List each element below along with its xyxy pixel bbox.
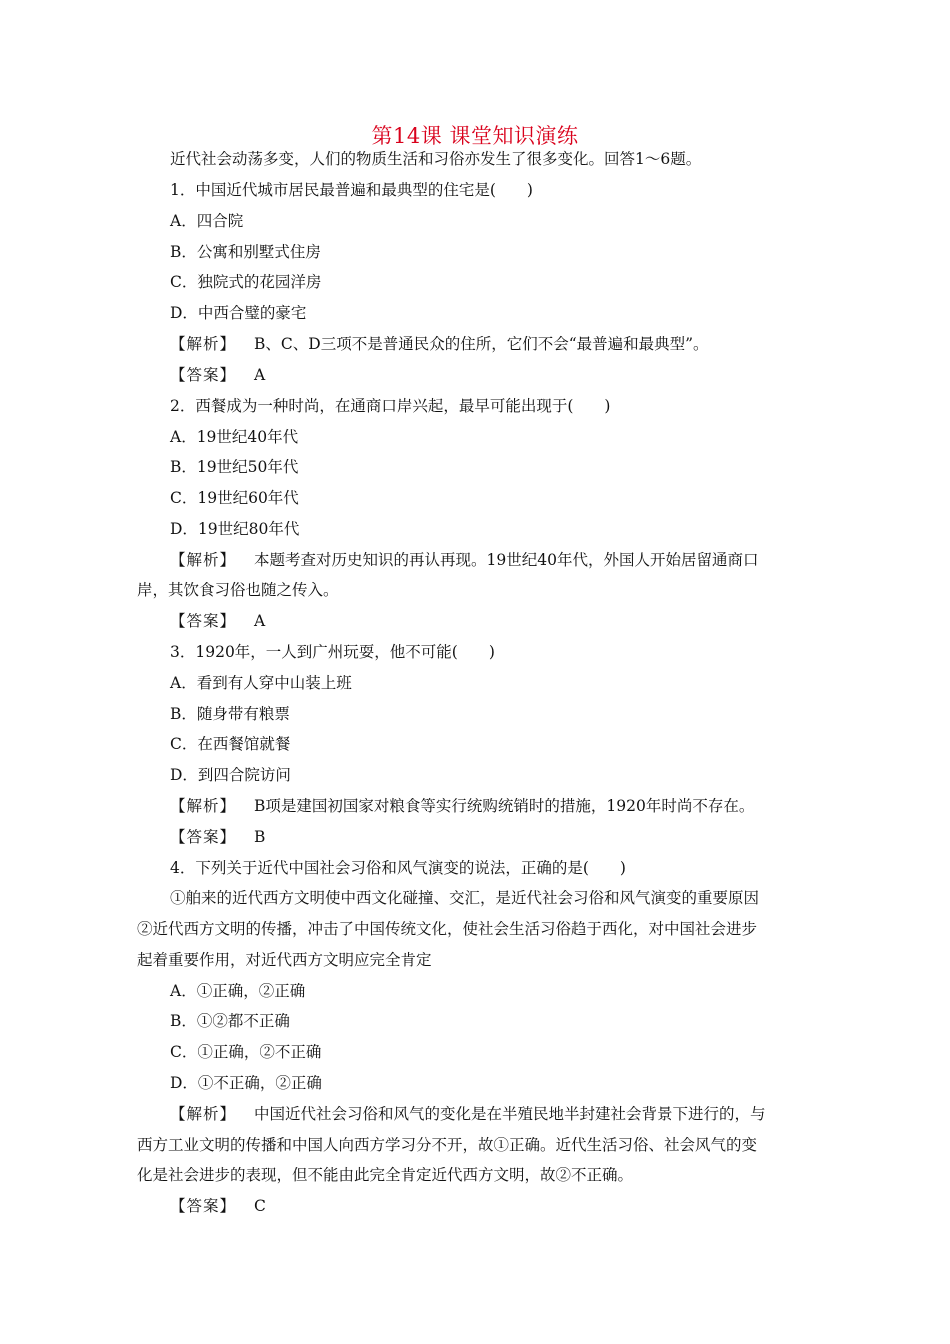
- q2-analysis-text-2: 岸，其饮食习俗也随之传入。: [137, 581, 339, 599]
- q3-analysis: [170, 795, 754, 817]
- q1-analysis-text: B、C、D三项不是普通民众的住所，它们不会“最普遍和最典型”。: [254, 335, 709, 353]
- q4-statement-2-line-1: ②近代西方文明的传播，冲击了中国传统文化，使社会生活习俗趋于西化，对中国社会进步: [137, 920, 758, 938]
- answer-label: 【答案】: [170, 612, 237, 630]
- q4-option-d: D．①不正确，②正确: [170, 1074, 322, 1092]
- q3-option-b: B．随身带有粮票: [170, 705, 290, 723]
- analysis-label: 【解析】: [170, 1105, 237, 1123]
- q1-option-a: A．四合院: [170, 212, 244, 230]
- q2-option-b: B．19世纪50年代: [170, 458, 299, 476]
- q4-analysis-text-2: 西方工业文明的传播和中国人向西方学习分不开，故①正确。近代生活习俗、社会风气的变: [137, 1136, 758, 1154]
- answer-label: 【答案】: [170, 1197, 237, 1215]
- q1-option-b: B．公寓和别墅式住房: [170, 243, 321, 261]
- q4-analysis-text-3: 化是社会进步的表现，但不能由此完全肯定近代西方文明，故②不正确。: [137, 1166, 634, 1184]
- q4-statement-1: ①舶来的近代西方文明使中西文化碰撞、交汇，是近代社会习俗和风气演变的重要原因: [170, 889, 760, 907]
- q2-stem: 2．西餐成为一种时尚，在通商口岸兴起，最早可能出现于( ): [170, 397, 611, 415]
- analysis-label: 【解析】: [170, 335, 237, 353]
- q3-stem: 3．1920年，一人到广州玩耍，他不可能( ): [170, 643, 495, 661]
- q2-answer: [170, 610, 265, 632]
- q3-analysis-text: B项是建国初国家对粮食等实行统购统销时的措施，1920年时尚不存在。: [254, 797, 755, 815]
- q3-option-c: C．在西餐馆就餐: [170, 735, 291, 753]
- q3-option-d: D．到四合院访问: [170, 766, 291, 784]
- page-title: 第14课 课堂知识演练: [371, 124, 579, 148]
- analysis-label: 【解析】: [170, 551, 237, 569]
- q4-option-b: B．①②都不正确: [170, 1012, 290, 1030]
- q4-answer-value: C: [254, 1197, 266, 1215]
- q1-stem: 1．中国近代城市居民最普遍和最典型的住宅是( ): [170, 181, 533, 199]
- q4-option-c: C．①正确，②不正确: [170, 1043, 322, 1061]
- q2-answer-value: A: [254, 612, 266, 630]
- q3-answer-value: B: [254, 828, 266, 846]
- q2-analysis-text-1: 本题考查对历史知识的再认再现。19世纪40年代，外国人开始居留通商口: [254, 551, 759, 569]
- q1-option-c: C．独院式的花园洋房: [170, 273, 322, 291]
- q2-analysis: [170, 549, 758, 571]
- q4-analysis: [170, 1103, 766, 1125]
- q1-answer-value: A: [254, 366, 266, 384]
- q2-option-d: D．19世纪80年代: [170, 520, 300, 538]
- q4-analysis-text-1: 中国近代社会习俗和风气的变化是在半殖民地半封建社会背景下进行的，与: [254, 1105, 766, 1123]
- q2-option-c: C．19世纪60年代: [170, 489, 299, 507]
- answer-label: 【答案】: [170, 828, 237, 846]
- q4-stem: 4．下列关于近代中国社会习俗和风气演变的说法，正确的是( ): [170, 859, 626, 877]
- analysis-label: 【解析】: [170, 797, 237, 815]
- intro-text: 近代社会动荡多变，人们的物质生活和习俗亦发生了很多变化。回答1～6题。: [170, 150, 702, 168]
- q1-analysis: [170, 333, 709, 355]
- answer-label: 【答案】: [170, 366, 237, 384]
- q3-answer: [170, 826, 265, 848]
- q4-answer: [170, 1195, 266, 1217]
- q3-option-a: A．看到有人穿中山装上班: [170, 674, 352, 692]
- q2-option-a: A．19世纪40年代: [170, 428, 299, 446]
- q1-answer: [170, 364, 265, 386]
- q4-statement-2-line-2: 起着重要作用，对近代西方文明应完全肯定: [137, 951, 432, 969]
- q4-option-a: A．①正确，②正确: [170, 982, 306, 1000]
- q1-option-d: D．中西合璧的豪宅: [170, 304, 307, 322]
